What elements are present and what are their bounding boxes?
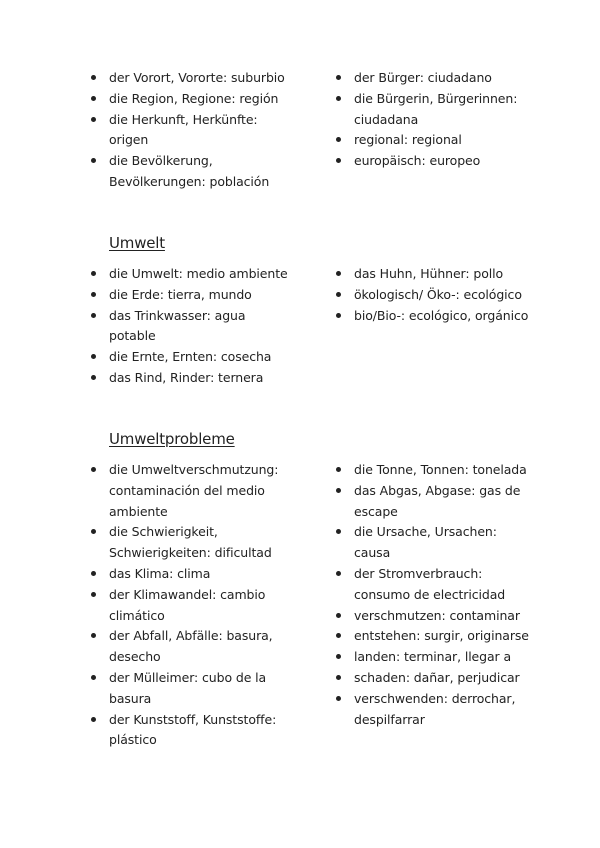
vocab-item: die Herkunft, Herkünfte: origen	[90, 110, 295, 152]
vocab-item: europäisch: europeo	[335, 151, 535, 172]
vocab-item: verschmutzen: contaminar	[335, 606, 535, 627]
vocab-item: entstehen: surgir, originarse	[335, 626, 535, 647]
vocab-item: bio/Bio-: ecológico, orgánico	[335, 306, 535, 327]
vocab-item: die Ernte, Ernten: cosecha	[90, 347, 295, 368]
vocab-item: das Huhn, Hühner: pollo	[335, 264, 535, 285]
vocab-item: die Erde: tierra, mundo	[90, 285, 295, 306]
vocab-item: die Bürgerin, Bürgerinnen: ciudadana	[335, 89, 535, 131]
vocab-item: das Abgas, Abgase: gas de escape	[335, 481, 535, 523]
vocab-item: der Klimawandel: cambio climático	[90, 585, 295, 627]
vocab-item: die Schwierigkeit, Schwierigkeiten: dificultad	[90, 522, 295, 564]
vocab-list-left	[90, 460, 295, 751]
vocab-item: der Stromverbrauch: consumo de electricidad	[335, 564, 535, 606]
section-heading-umwelt: Umwelt	[109, 234, 165, 252]
vocab-list-right	[335, 460, 535, 730]
vocab-item: die Ursache, Ursachen: causa	[335, 522, 535, 564]
vocab-item: die Bevölkerung, Bevölkerungen: población	[90, 151, 295, 193]
vocab-item: das Klima: clima	[90, 564, 295, 585]
vocab-item: die Umwelt: medio ambiente	[90, 264, 295, 285]
vocab-item: das Trinkwasser: agua potable	[90, 306, 295, 348]
vocab-item: die Umweltverschmutzung: contaminación del medio ambiente	[90, 460, 295, 522]
vocab-list-right	[335, 264, 535, 326]
vocab-item: der Vorort, Vororte: suburbio	[90, 68, 295, 89]
vocab-item: der Abfall, Abfälle: basura, desecho	[90, 626, 295, 668]
section-heading-umweltprobleme: Umweltprobleme	[109, 430, 235, 448]
vocab-item: landen: terminar, llegar a	[335, 647, 535, 668]
vocab-list-left	[90, 264, 295, 389]
vocab-item: ökologisch/ Öko-: ecológico	[335, 285, 535, 306]
vocab-item: die Region, Regione: región	[90, 89, 295, 110]
vocab-item: schaden: dañar, perjudicar	[335, 668, 535, 689]
vocab-item: verschwenden: derrochar, despilfarrar	[335, 689, 535, 731]
vocab-item: der Bürger: ciudadano	[335, 68, 535, 89]
vocab-list-left	[90, 68, 295, 193]
vocab-item: das Rind, Rinder: ternera	[90, 368, 295, 389]
vocab-list-right	[335, 68, 535, 172]
vocab-item: regional: regional	[335, 130, 535, 151]
vocab-item: der Mülleimer: cubo de la basura	[90, 668, 295, 710]
vocab-item: der Kunststoff, Kunststoffe: plástico	[90, 710, 295, 752]
vocab-item: die Tonne, Tonnen: tonelada	[335, 460, 535, 481]
